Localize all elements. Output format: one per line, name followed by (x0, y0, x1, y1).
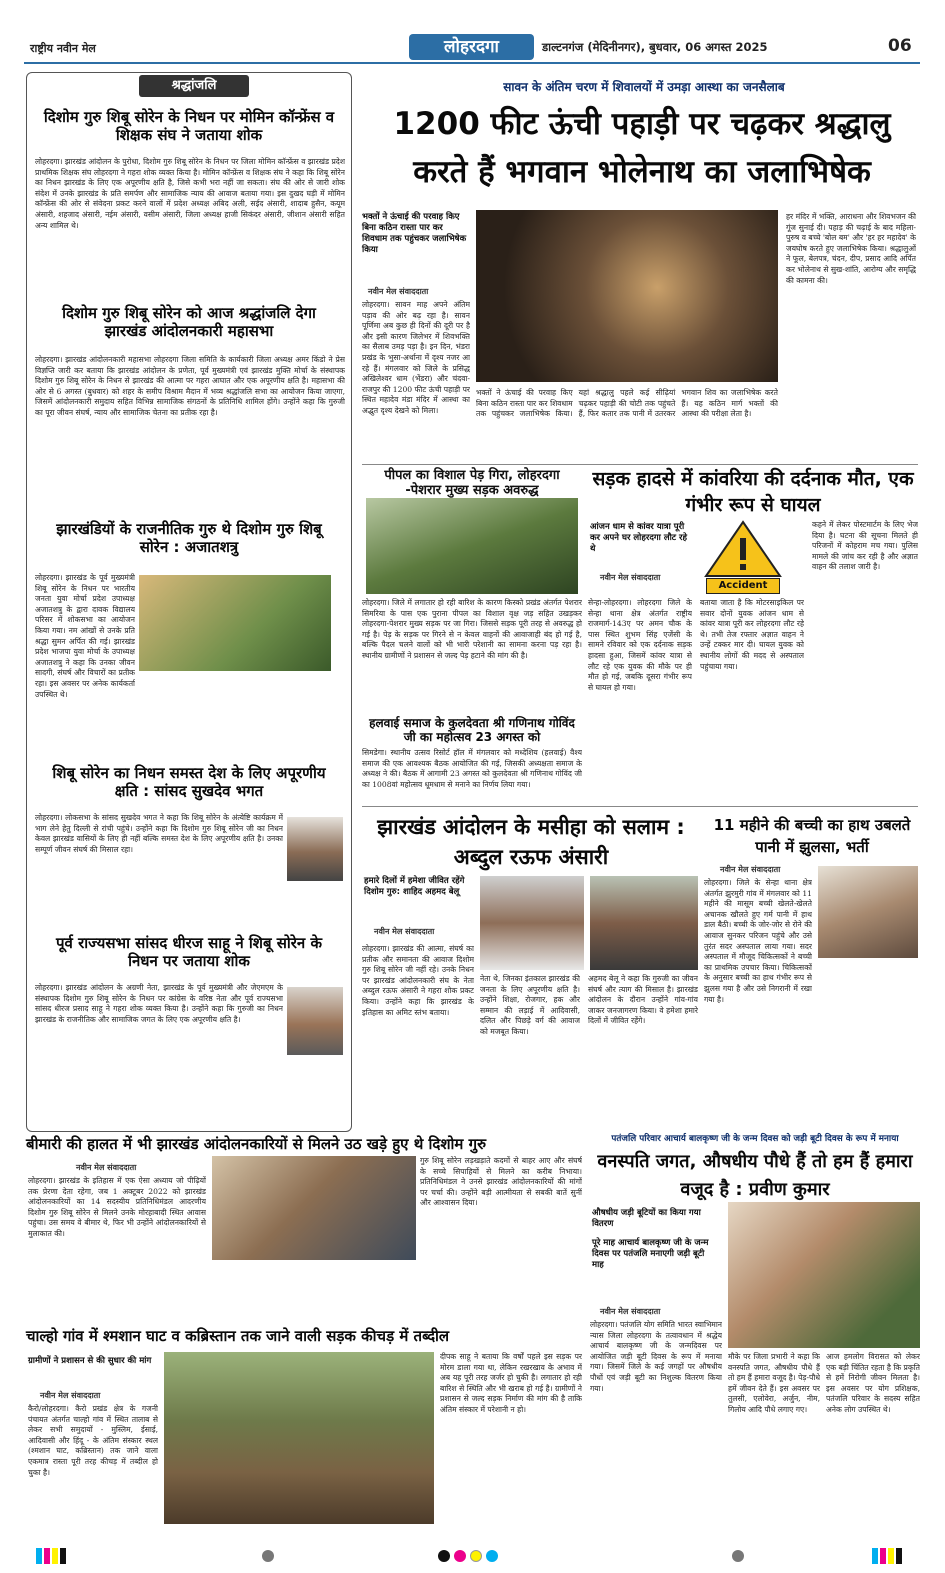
article-mahasabha-headline: दिशोम गुरु शिबू सोरेन को आज श्रद्धांजलि देगा झारखंड आंदोलनकारी महासभा (62, 304, 316, 340)
rauf-bullet: हमारे दिलों में हमेशा जीवित रहेंगे दिशोम गुरु: शाहिद अहमद बेलू (364, 876, 465, 897)
photo-injured-child (818, 866, 918, 958)
article-sukhdev-headline: शिबू सोरेन का निधन समस्त देश के लिए अपूरणीय क्षति : सांसद सुखदेव भगत (52, 764, 326, 800)
lead-body-col3: हर मंदिर में भक्ति, आराधना और शिवभजन की गूंज सुनाई दी। पहाड़ की चढ़ाई के बाद महिला-पुरुष व बच्चे 'बोल बम' और 'हर हर महादेव' के जयघोष करते हुए जलाभिषेक किया। श्रद्धालुओं ने फूल, बेलपत्र, चंदन, दीप, प्रसाद आदि अर्पित कर भोलेनाथ से सुख-शांति, आरोग्य और समृद्धि की कामना की। (786, 212, 916, 285)
article-momin-body: लोहरदगा। झारखंड आंदोलन के पुरोधा, दिशोम गुरु शिबू सोरेन के निधन पर जिला मोमिन कॉन्फ्रेंस व झारखंड प्रदेश प्राथमिक शिक्षक संघ लोहरदगा ने गहरा शोक व्यक्त किया है। मोमिन कॉन्फ्रेंस व शिक्षक संघ ने कहा कि शिबू सोरेन का निधन झारखंड के लिए एक अपूरणीय क्षति है, जिसे कभी भरा नहीं जा सकता। संघ की ओर से जारी शोक संदेश में उनके झारखंड के प्रति समर्पण और सामाजिक न्याय की आवाज बताया गया। इस दुखद घड़ी में मोमिन कॉन्फ्रेंस की ओर से संवेदना प्रकट करने वालों में प्रदेश अध्यक्ष अबिद अली, सईद अंसारी, शादाब हुसैन, कयूम अंसारी, शहजाद अंसारी, नईम अंसारी, वसीम अंसारी, जिला अध्यक्ष हाजी सिकंदर अंसारी, जीशान अंसारी सहित अन्य शामिल थे। (35, 157, 345, 230)
article-ajatshatru-body: लोहरदगा। झारखंड के पूर्व मुख्यमंत्री शिबू सोरेन के निधन पर भारतीय जनता युवा मोर्चा प्रदेश उपाध्यक्ष अजातशत्रु के द्वारा दावक विद्यालय परिसर में शोकसभा का आयोजन किया गया। नम आंखों से उनके प्रति श्रद्धा सुमन अर्पित की गई। झारखंड प्रदेश भाजपा युवा मोर्चा के उपाध्यक्ष अजातशत्रु ने कहा कि उनका जीवन सादगी, संघर्ष और विचारों का प्रतीक रहा। इस अवसर पर अनेक कार्यकर्ता उपस्थित थे। (35, 573, 135, 699)
peepal-body: लोहरदगा। जिले में लगातार हो रही बारिश के कारण किस्को प्रखंड अंतर्गत पेशरार सिमरिया के पास एक पुराना पीपल का विशाल वृक्ष जड़ सहित उखड़कर लोहरदगा-पेशरार मुख्य सड़क पर जा गिरा। जिससे सड़क पूरी तरह से अवरुद्ध हो गई है। पेड़ के सड़क पर गिरने से न केवल वाहनों की आवाजाही बंद हो गई है, बल्कि पैदल चलने वालों को भी भारी परेशानी का सामना करना पड़ रहा है। स्थानीय ग्रामीणों ने प्रशासन से जल्द पेड़ हटाने की मांग की है। (362, 598, 582, 660)
lead-divider (362, 464, 918, 465)
accident-body-col3: कहने में लेकर पोस्टमार्टम के लिए भेज दिया है। घटना की सूचना मिलते ही परिजनों में कोहराम मच गया। पुलिस मामले की जांच कर रही है और अज्ञात वाहन की तलाश जारी है। (812, 520, 918, 572)
patanjali-bullet-2: पूरे माह आचार्य बालकृष्ण जी के जन्म दिवस पर पतंजलि मनाएगी जड़ी बूटी माह (592, 1238, 709, 1270)
lead-body-col1: लोहरदगा। सावन माह अपने अंतिम पड़ाव की ओर बढ़ रहा है। सावन पूर्णिमा अब कुछ ही दिनों की दूरी पर है और इसी कारण जिलेभर में शिवभक्ति का सैलाब उमड़ पड़ा है। इन दिन, भंडरा प्रखंड के भुसा-अर्थाना में दृश्य नजर आ रहे हैं। मंगलवार को जिले के प्रसिद्ध अखिलेश्वर धाम (भेंडरा) और चंदवा-राजपुर की 1200 फीट ऊंची पहाड़ी पर स्थित महादेव मंडा मंदिर में आस्था का अद्भुत दृश्य देखने को मिला। (362, 300, 470, 415)
photo-devotees-cave (476, 210, 778, 382)
tribute-sidebar (26, 72, 352, 1132)
photo-guru-meeting (212, 1156, 416, 1260)
patanjali-bullet-1: औषधीय जड़ी बूटियों का किया गया वितरण (592, 1208, 701, 1229)
halwai-headline: हलवाई समाज के कुलदेवता श्री गणिनाथ गोविंद जी का महोत्सव 23 अगस्त को (369, 716, 575, 745)
rauf-body-col1: लोहरदगा। झारखंड की आत्मा, संघर्ष का प्रतीक और समानता की आवाज दिशोम गुरु शिबू सोरेन जी नहीं रहे। उनके निधन पर झारखंड आंदोलनकारी संघ के नेता अब्दुल रऊफ अंसारी ने गहरा शोक प्रकट किया। उन्होंने कहा कि झारखंड के इतिहास का अमिट स्तंभ बताया। (362, 944, 474, 1017)
lead-body-col2: भक्तों ने ऊंचाई की परवाह किए बिना कठिन रास्ता पार कर शिवधाम तक पहुंचकर जलाभिषेक किया। यहां श्रद्धालु पहले कई सीढ़ियां चढ़कर पहाड़ी की चोटी तक पहुंचते हैं, फिर कतार तक पानी में उतरकर भगवान शिव का जलाभिषेक करते हैं। यह कठिन मार्ग भक्तों की आस्था की परीक्षा लेता है। (476, 388, 778, 419)
masthead-rule (24, 62, 920, 64)
accident-sign-label: Accident (706, 578, 780, 594)
article-momin-headline: दिशोम गुरु शिबू सोरेन के निधन पर मोमिन कॉन्फ्रेंस व शिक्षक संघ ने जताया शोक (43, 108, 335, 144)
patanjali-kicker: पतंजलि परिवार आचार्य बालकृष्ण जी के जन्म दिवस को जड़ी बूटी दिवस के रूप में मनाया (611, 1134, 899, 1144)
article-dheeraj-body: लोहरदगा। झारखंड आंदोलन के अग्रणी नेता, झारखंड के पूर्व मुख्यमंत्री और जेएमएम के संस्थापक दिशोम गुरु शिबू सोरेन के निधन पर कांग्रेस के वरिष्ठ नेता और पूर्व राज्यसभा सांसद धीरज प्रसाद साहू ने गहरा शोक व्यक्त किया है। उन्होंने कहा कि गुरुजी का निधन झारखंड के राजनीतिक और सामाजिक जगत के लिए एक अपूरणीय क्षति है। (35, 983, 283, 1024)
illness-headline: बीमारी की हालत में भी झारखंड आंदोलनकारियों से मिलने उठ खड़े हुए थे दिशोम गुरु (26, 1135, 487, 1153)
illness-byline: नवीन मेल संवाददाता (76, 1163, 137, 1172)
child-body-cont (818, 962, 918, 1068)
photo-sukhdev-bhagat (287, 817, 343, 881)
sidebar-title: श्रद्धांजलि (139, 75, 249, 97)
accident-body-col2: बताया जाता है कि मोटरसाइकिल पर सवार दोनों युवक आंजन धाम से कांवर यात्रा पूरी कर लोहरदगा लौट रहे थे। तभी तेज रफ्तार अज्ञात वाहन ने उन्हें टक्कर मार दी। घायल युवक को स्थानीय लोगों की मदद से अस्पताल पहुंचाया गया। (700, 598, 804, 671)
lead-byline: नवीन मेल संवाददाता (368, 287, 429, 296)
accident-bullet: आंजन धाम से कांवर यात्रा पूरी कर अपने घर लोहरदगा लौट रहे थे (590, 522, 688, 554)
lead-kicker: सावन के अंतिम चरण में शिवालयों में उमड़ा आस्था का जनसैलाब (503, 80, 785, 94)
lead-headline: 1200 फीट ऊंची पहाड़ी पर चढ़कर श्रद्धालु करते हैं भगवान भोलेनाथ का जलाभिषेक (393, 106, 891, 190)
accident-sign (702, 518, 784, 596)
masthead (24, 34, 920, 64)
dateline: डाल्टनगंज (मेदिनीनगर), बुधवार, 06 अगस्त 2025 (542, 40, 768, 54)
photo-shahid-belu (590, 876, 698, 970)
peepal-headline: पीपल का विशाल पेड़ गिरा, लोहरदगा -पेशरार मुख्य सड़क अवरुद्ध (384, 468, 560, 499)
illness-body-col1: लोहरदगा। झारखंड के इतिहास में एक ऐसा अध्याय जो पीढ़ियों तक प्रेरणा देता रहेगा, जब 1 अक्टूबर 2022 को झारखंड आंदोलनकारियों का 14 सदस्यीय प्रतिनिधिमंडल आदरणीय दिशोम गुरु शिबू सोरेन से मिलने उनके मोरहाबादी स्थित आवास पहुंचा। उस समय वे बीमार थे, फिर भी उन्होंने आंदोलनकारियों से मुलाकात की। (28, 1176, 206, 1238)
child-byline: नवीन मेल संवाददाता (720, 865, 781, 874)
road-byline: नवीन मेल संवाददाता (40, 1391, 101, 1400)
lead-bullet: भक्तों ने ऊंचाई की परवाह किए बिना कठिन रास्ता पार कर शिवधाम तक पहुंचकर जलाभिषेक किया (362, 212, 467, 255)
photo-shraddhanjali-garlanding (139, 575, 331, 671)
section-tab: लोहरदगा (409, 34, 534, 60)
photo-fallen-peepal (366, 498, 578, 594)
article-mahasabha-body: लोहरदगा। झारखंड आंदोलनकारी महासभा लोहरदगा जिला समिति के कार्यकारी जिला अध्यक्ष अमर किंडो ने प्रेस विज्ञप्ति जारी कर बताया कि झारखंड आंदोलन के प्रणेता, पूर्व मुख्यमंत्री एवं झारखंड मुक्ति मोर्चा के संस्थापक दिशोम गुरु शिबू सोरेन के निधन से झारखंड की आत्मा पर गहरा आघात और एक अपूरणीय क्षति है। महासभा की ओर से 6 अगस्त (बुधवार) को शहर के समीप विश्राम मैदान में भव्य श्रद्धांजलि सभा का आयोजन किया जाएगा, जिसमें आंदोलनकारी समुदाय सहित विभिन्न सामाजिक संगठनों के प्रतिनिधि शामिल होंगे। उन्होंने कहा कि गुरुजी का पूरा जीवन संघर्ष, न्याय और सामाजिक चेतना का प्रतीक रहा है। (35, 355, 345, 417)
rauf-byline: नवीन मेल संवाददाता (374, 927, 435, 936)
road-body-col1: कैरो/लोहरदगा। कैरो प्रखंड क्षेत्र के गजनी पंचायत अंतर्गत चाल्हो गांव में स्थित तालाब से लेकर सभी समुदायों - मुस्लिम, ईसाई, आदिवासी और हिंदू - के अंतिम संस्कार स्थल (श्मशान घाट, कब्रिस्तान) तक जाने वाला एकमात्र रास्ता पूरी तरह कीचड़ में तब्दील हो चुका है। (28, 1404, 158, 1477)
rauf-body-col2: नेता थे, जिनका इंतकाल झारखंड की जनता के लिए अपूरणीय क्षति है। उन्होंने शिक्षा, रोजगार, हक और सम्मान की लड़ाई में आदिवासी, दलित और पिछड़े वर्ग की आवाज को मजबूत किया। (480, 974, 580, 1036)
article-ajatshatru-body-cont (135, 677, 345, 743)
child-headline: 11 महीने की बच्ची का हाथ उबलते पानी में झुलसा, भर्ती (713, 816, 911, 856)
patanjali-body-col2: मौके पर जिला प्रभारी ने कहा कि वनस्पति जगत, औषधीय पौधे हैं तो हम हैं हमारा वजूद है। पेड़-पौधे हमें जीवन देते हैं। इस अवसर पर तुलसी, एलोवेरा, अर्जुन, नीम, गिलोय आदि पौधे लगाए गए। (728, 1352, 820, 1414)
patanjali-headline: वनस्पति जगत, औषधीय पौधे हैं तो हम हैं हमारा वजूद है : प्रवीण कुमार (597, 1151, 913, 1200)
accident-byline: नवीन मेल संवाददाता (600, 573, 661, 582)
divider-mid (362, 806, 918, 807)
patanjali-body-col3: आज हमलोग विरासत को लेकर एक बड़ी चिंतित रहता है कि प्रकृति से हमें निरोगी जीवन मिलता है। इस अवसर पर योग प्रशिक्षक, पतंजलि परिवार के सदस्य सहित अनेक लोग उपस्थित थे। (826, 1352, 920, 1414)
paper-name: राष्ट्रीय नवीन मेल (30, 42, 96, 55)
road-body-col2: दीपक साहू ने बताया कि वर्षों पहले इस सड़क पर मोरम डाला गया था, लेकिन रखरखाव के अभाव में अब यह पूरी तरह जर्जर हो चुकी है। लगातार हो रही बारिश से स्थिति और भी खराब हो गई है। ग्रामीणों ने प्रशासन से जल्द सड़क निर्माण की मांग की है ताकि अंतिम संस्कार में परेशानी न हो। (440, 1352, 582, 1414)
halwai-body: सिमडेगा। स्थानीय उत्सव रिसोर्ट हॉल में मंगलवार को मध्देशिय (हलवाई) वैश्य समाज की एक आवश्यक बैठक आयोजित की गई, जिसकी अध्यक्षता समाज के अध्यक्ष ने की। बैठक में आगामी 23 अगस्त को कुलदेवता श्री गणिनाथ गोविंद जी का 1008वां महोत्सव धूमधाम से मनाने का निर्णय लिया गया। (362, 748, 582, 789)
photo-abdul-rauf (480, 876, 584, 970)
article-sukhdev-body: लोहरदगा। लोकसभा के सांसद सुखदेव भगत ने कहा कि शिबू सोरेन के अंत्येष्टि कार्यक्रम में भाग लेने हेतु दिल्ली से रांची पहुंचे। उन्होंने कहा कि दिशोम गुरु शिबू सोरेन जी का निधन केवल झारखंड वासियों के लिए ही नहीं बल्कि समस्त देश के लिए अपूरणीय क्षति है। उनका सम्पूर्ण जीवन संघर्ष की मिसाल रहा। (35, 813, 283, 854)
photo-muddy-road (164, 1352, 434, 1524)
patanjali-byline: नवीन मेल संवाददाता (600, 1307, 661, 1316)
photo-herb-distribution (728, 1202, 920, 1348)
accident-body-col1: सेन्हा-लोहरदगा। लोहरदगा जिले के सेन्हा थाना क्षेत्र अंतर्गत राष्ट्रीय राजमार्ग-143ए पर अमन चौक के पास स्थित शुभम सिंह एजेंसी के सामने रविवार को एक दर्दनाक सड़क हादसा हुआ, जिसमें कांवर यात्रा से लौट रहे एक युवक की मौके पर ही मौत हो गई, जबकि दूसरा गंभीर रूप से घायल हो गया। (588, 598, 692, 692)
road-bullet: ग्रामीणों ने प्रशासन से की सुधार की मांग (28, 1356, 152, 1366)
illness-body-col2: गुरु शिबू सोरेन लड़खड़ाते कदमों से बाहर आए और संघर्ष के सच्चे सिपाहियों से मिलने का करीब निभाया। प्रतिनिधिमंडल ने उनसे झारखंड आंदोलनकारियों की मांगों पर चर्चा की। उन्होंने बड़ी आत्मीयता से सबकी बातें सुनीं और आश्वासन दिया। (420, 1156, 582, 1208)
rauf-headline: झारखंड आंदोलन के मसीहा को सलाम : अब्दुल रऊफ अंसारी (377, 815, 685, 869)
photo-dheeraj-sahu (287, 987, 343, 1055)
child-body: लोहरदगा। जिले के सेन्हा थाना क्षेत्र अंतर्गत झुरमुरी गांव में मंगलवार को 11 महीने की मासूम बच्ची खेलते-खेलते अचानक खौलते हुए गर्म पानी में हाथ डाल बैठी। बच्ची के जोर-जोर से रोने की आवाज सुनकर परिजन पहुंचे और उसे तुरंत सदर अस्पताल लाया गया। सदर अस्पताल में मौजूद चिकित्सकों ने बच्ची का प्राथमिक उपचार किया। चिकित्सकों के अनुसार बच्ची का हाथ गंभीर रूप से झुलस गया है और उसे निगरानी में रखा गया है। (704, 878, 812, 1004)
color-registration-bar (26, 1548, 922, 1564)
page-number: 06 (888, 36, 912, 56)
article-dheeraj-headline: पूर्व राज्यसभा सांसद धीरज साहू ने शिबू सोरेन के निधन पर जताया शोक (56, 934, 322, 970)
accident-headline: सड़क हादसे में कांवरिया की दर्दनाक मौत, एक गंभीर रूप से घायल (592, 468, 914, 516)
road-headline: चाल्हो गांव में श्मशान घाट व कब्रिस्तान तक जाने वाली सड़क कीचड़ में तब्दील (26, 1327, 450, 1345)
rauf-body-col3: अहमद बेलू ने कहा कि गुरुजी का जीवन संघर्ष और त्याग की मिसाल है। झारखंड आंदोलन के दौरान उन्होंने गांव-गांव जाकर जनजागरण किया। वे हमेशा हमारे दिलों में जीवित रहेंगे। (588, 974, 698, 1026)
patanjali-body-col1: लोहरदगा। पतंजलि योग समिति भारत स्वाभिमान न्यास जिला लोहरदगा के तत्वावधान में श्रद्धेय आचार्य बालकृष्ण जी के जन्मदिवस पर आयोजित जड़ी बूटी दिवस के रूप में मनाया गया। जिसमें जिले के कई जगहों पर औषधीय पौधों एवं जड़ी बूटी का निशुल्क वितरण किया गया। (590, 1320, 722, 1393)
article-ajatshatru-headline: झारखंडियों के राजनीतिक गुरु थे दिशोम गुरु शिबू सोरेन : अजातशत्रु (56, 520, 322, 556)
